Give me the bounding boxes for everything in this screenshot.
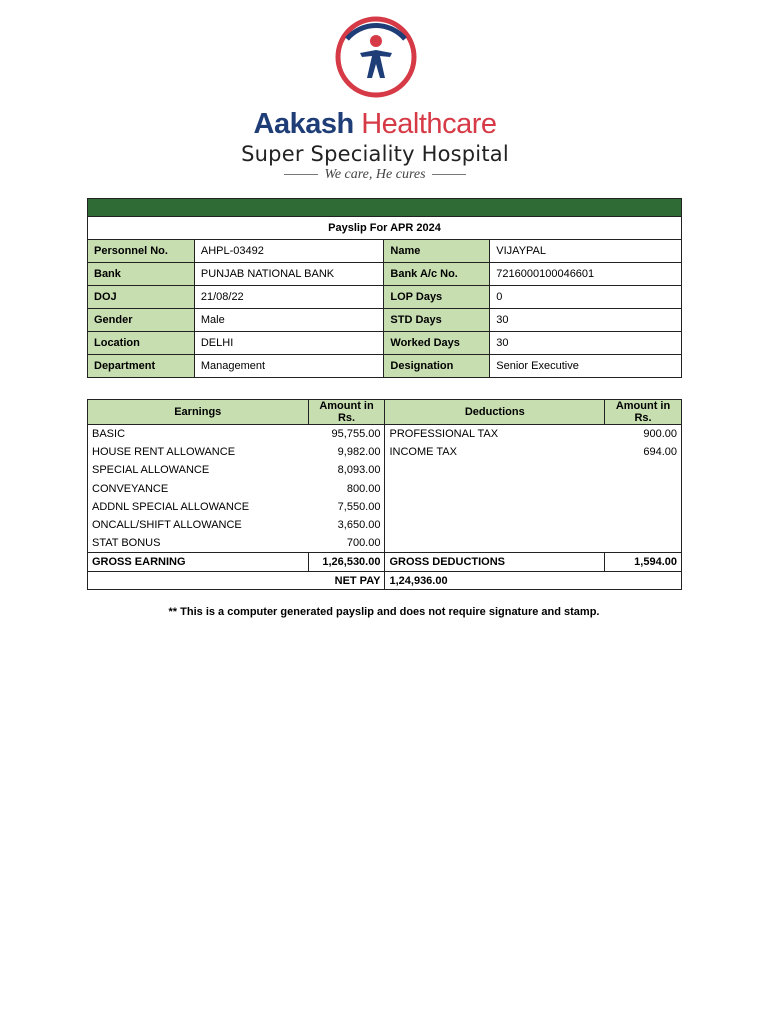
- info-value: Male: [194, 309, 384, 332]
- info-row: [88, 332, 682, 355]
- info-row: [88, 263, 682, 286]
- deduction-amount: [605, 498, 682, 516]
- earning-name: BASIC: [88, 425, 309, 443]
- info-label: Bank: [88, 263, 195, 286]
- salary-line: [88, 461, 682, 479]
- deduction-name: [385, 498, 605, 516]
- footer-note: ** This is a computer generated payslip and does not require signature and stamp.: [168, 606, 600, 618]
- info-label: STD Days: [384, 309, 490, 332]
- info-label: Location: [88, 332, 195, 355]
- gross-deductions-value: 1,594.00: [605, 553, 682, 572]
- info-value: AHPL-03492: [194, 240, 384, 263]
- gross-earning-label: GROSS EARNING: [88, 553, 309, 572]
- deduction-name: [385, 479, 605, 497]
- info-label: Personnel No.: [88, 240, 195, 263]
- employee-info-table: [87, 198, 682, 378]
- info-label: Worked Days: [384, 332, 490, 355]
- earning-name: CONVEYANCE: [88, 479, 309, 497]
- info-label: Department: [88, 355, 195, 378]
- earning-name: HOUSE RENT ALLOWANCE: [88, 443, 309, 461]
- salary-line: [88, 498, 682, 516]
- header-bar: [88, 199, 682, 217]
- salary-table: [87, 399, 682, 590]
- info-row: [88, 309, 682, 332]
- deduction-name: [385, 534, 605, 552]
- deduction-amount: [605, 479, 682, 497]
- earning-name: ONCALL/SHIFT ALLOWANCE: [88, 516, 309, 534]
- payslip-title: Payslip For APR 2024: [88, 217, 682, 240]
- hospital-logo: [230, 12, 520, 180]
- earning-amount: 700.00: [308, 534, 385, 552]
- info-label: DOJ: [88, 286, 195, 309]
- hospital-emblem-icon: [333, 14, 419, 100]
- net-pay-label: NET PAY: [88, 572, 385, 590]
- info-value: Management: [194, 355, 384, 378]
- earning-name: ADDNL SPECIAL ALLOWANCE: [88, 498, 309, 516]
- earning-amount: 7,550.00: [308, 498, 385, 516]
- earning-amount: 9,982.00: [308, 443, 385, 461]
- info-value: 0: [490, 286, 682, 309]
- info-row: [88, 286, 682, 309]
- deduction-name: PROFESSIONAL TAX: [389, 427, 499, 440]
- salary-line: [88, 534, 682, 552]
- earnings-amount-header: Amount in Rs.: [308, 400, 385, 425]
- info-label: LOP Days: [384, 286, 490, 309]
- info-value: 21/08/22: [194, 286, 384, 309]
- earning-name: STAT BONUS: [88, 534, 309, 552]
- info-value: 7216000100046601: [490, 263, 682, 286]
- salary-line: [88, 443, 682, 461]
- deduction-amount: 694.00: [605, 443, 682, 461]
- salary-line: [88, 479, 682, 497]
- info-value: PUNJAB NATIONAL BANK: [194, 263, 384, 286]
- info-value: 30: [490, 309, 682, 332]
- deductions-amount-header: Amount in Rs.: [605, 400, 682, 425]
- deduction-amount: [605, 534, 682, 552]
- gross-earning-value: 1,26,530.00: [308, 553, 385, 572]
- info-value: VIJAYPAL: [490, 240, 682, 263]
- deduction-amount: 900.00: [605, 425, 682, 443]
- info-label: Name: [384, 240, 490, 263]
- earning-amount: 3,650.00: [308, 516, 385, 534]
- net-pay-value: 1,24,936.00: [385, 572, 682, 590]
- earning-name: SPECIAL ALLOWANCE: [88, 461, 309, 479]
- deduction-name: [385, 461, 605, 479]
- info-value: DELHI: [194, 332, 384, 355]
- info-row: [88, 355, 682, 378]
- brand-name: Aakash Healthcare: [253, 108, 497, 140]
- earning-amount: 800.00: [308, 479, 385, 497]
- brand-tagline: We care, He cures: [230, 167, 520, 183]
- salary-line: [88, 425, 682, 443]
- deduction-name: INCOME TAX: [389, 445, 457, 458]
- deduction-name: [385, 516, 605, 534]
- info-value: Senior Executive: [490, 355, 682, 378]
- info-value: 30: [490, 332, 682, 355]
- gross-deductions-label: GROSS DEDUCTIONS: [385, 553, 605, 572]
- info-label: Bank A/c No.: [384, 263, 490, 286]
- deduction-amount: [605, 461, 682, 479]
- brand-subtitle: Super Speciality Hospital: [241, 142, 509, 166]
- deductions-header: Deductions: [385, 400, 605, 425]
- salary-line: [88, 516, 682, 534]
- info-label: Designation: [384, 355, 490, 378]
- info-label: Gender: [88, 309, 195, 332]
- deduction-amount: [605, 516, 682, 534]
- info-row: [88, 240, 682, 263]
- earnings-header: Earnings: [88, 400, 309, 425]
- earning-amount: 8,093.00: [308, 461, 385, 479]
- earning-amount: 95,755.00: [308, 425, 385, 443]
